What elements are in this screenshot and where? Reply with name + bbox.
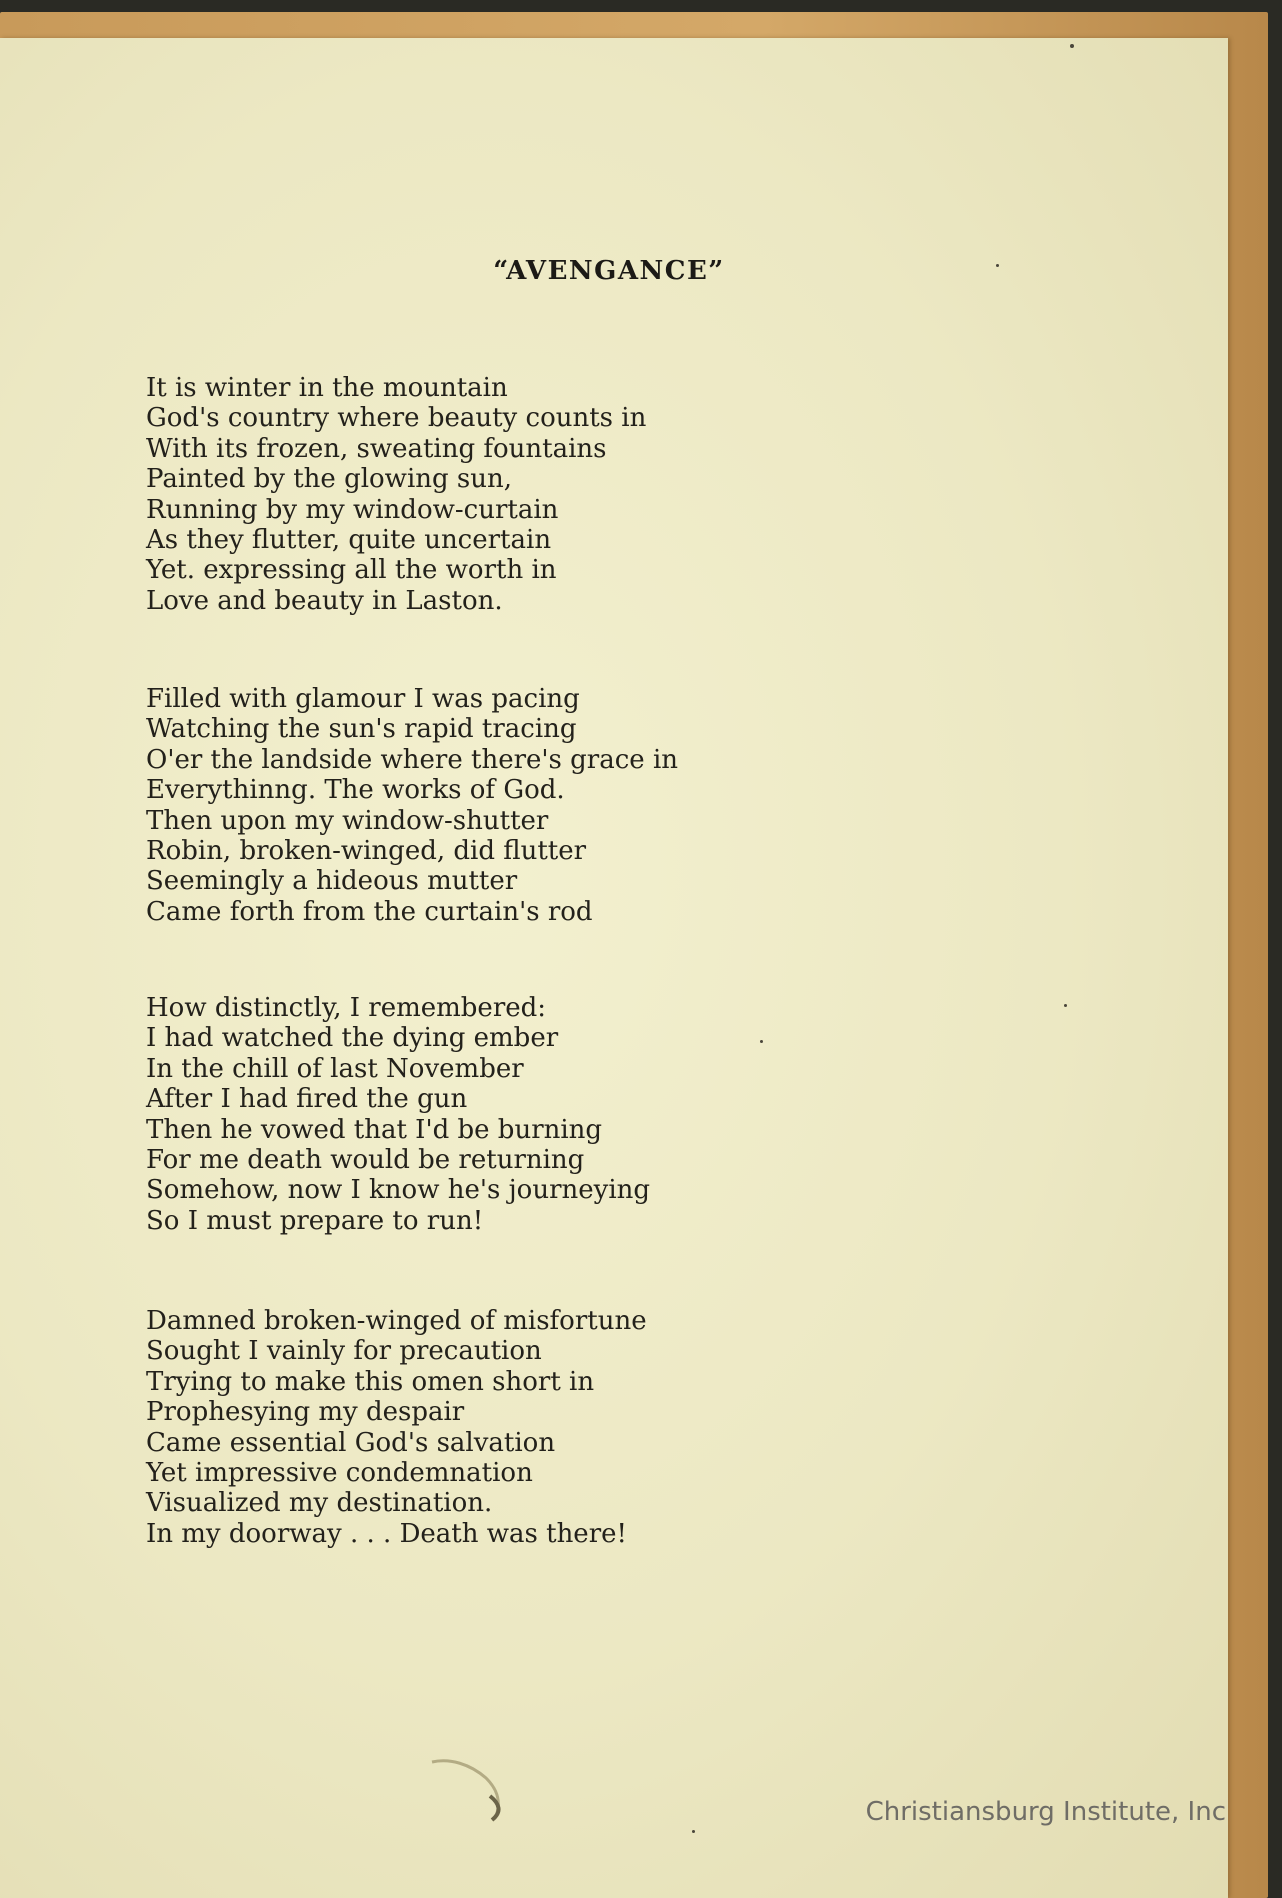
poem-line: I had watched the dying ember bbox=[146, 1023, 559, 1054]
poem-line: Trying to make this omen short in bbox=[146, 1366, 595, 1397]
poem-line: Sought I vainly for precaution bbox=[146, 1336, 542, 1367]
poem-stanza-4 bbox=[146, 1306, 647, 1549]
poem-line: As they flutter, quite uncertain bbox=[146, 525, 552, 556]
poem-line: O'er the landside where there's grace in bbox=[146, 744, 679, 775]
poem-line: Yet impressive condemnation bbox=[146, 1458, 533, 1489]
paper-crease-mark bbox=[430, 1756, 516, 1826]
poem-line: Came essential God's salvation bbox=[146, 1427, 556, 1458]
paper-page bbox=[0, 38, 1228, 1898]
poem-line: Everythinng. The works of God. bbox=[146, 775, 565, 806]
poem-line: Came forth from the curtain's rod bbox=[146, 896, 593, 927]
poem-line: Then upon my window-shutter bbox=[146, 805, 549, 836]
poem-line: For me death would be returning bbox=[146, 1145, 585, 1176]
paper-speck bbox=[1064, 1004, 1067, 1007]
poem-line: Visualized my destination. bbox=[146, 1488, 493, 1519]
poem-line: In the chill of last November bbox=[146, 1053, 524, 1084]
poem-line: In my doorway . . . Death was there! bbox=[146, 1518, 627, 1549]
poem-line: Damned broken-winged of misfortune bbox=[146, 1306, 647, 1336]
paper-speck bbox=[692, 1830, 695, 1833]
poem-line: It is winter in the mountain bbox=[146, 373, 508, 403]
poem-line: Prophesying my despair bbox=[146, 1397, 465, 1428]
poem-line: Love and beauty in Laston. bbox=[146, 585, 503, 616]
poem-line: Somehow, now I know he's journeying bbox=[146, 1175, 651, 1206]
poem-title: “AVENGANCE” bbox=[493, 256, 725, 286]
poem-line: Painted by the glowing sun, bbox=[146, 464, 513, 495]
poem-line: Then he vowed that I'd be burning bbox=[146, 1114, 603, 1145]
poem-line: How distinctly, I remembered: bbox=[146, 993, 547, 1023]
poem-line: With its frozen, sweating fountains bbox=[146, 433, 607, 464]
poem-line: Yet. expressing all the worth in bbox=[146, 555, 557, 586]
poem-line: Robin, broken-winged, did flutter bbox=[146, 836, 587, 867]
poem-line: God's country where beauty counts in bbox=[146, 403, 647, 434]
poem-line: Filled with glamour I was pacing bbox=[146, 684, 580, 714]
poem-stanza-2 bbox=[146, 684, 678, 927]
poem-line: Watching the sun's rapid tracing bbox=[146, 714, 577, 745]
poem-stanza-1 bbox=[146, 373, 646, 616]
poem-line: Running by my window-curtain bbox=[146, 494, 559, 525]
poem-stanza-3 bbox=[146, 993, 650, 1236]
paper-speck bbox=[760, 1040, 763, 1043]
poem-line: Seemingly a hideous mutter bbox=[146, 866, 518, 897]
poem-line: So I must prepare to run! bbox=[146, 1205, 484, 1236]
poem-line: After I had fired the gun bbox=[146, 1084, 468, 1115]
watermark-credit: Christiansburg Institute, Inc bbox=[865, 1797, 1226, 1827]
paper-speck bbox=[1070, 44, 1074, 48]
